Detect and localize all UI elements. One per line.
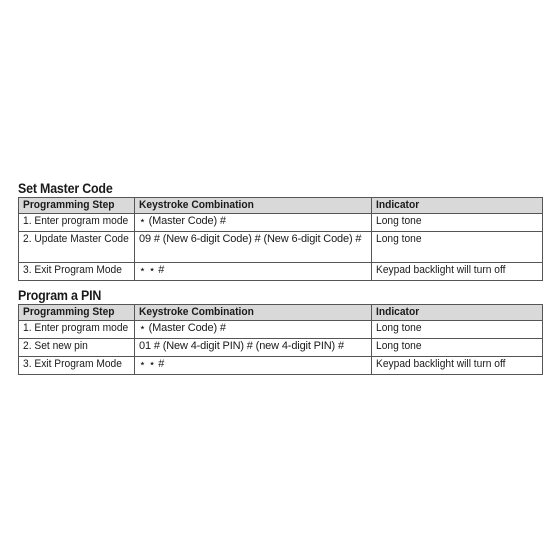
indicator-cell: Long tone: [372, 232, 543, 263]
step-cell: 2. Update Master Code: [19, 232, 135, 263]
keystroke-cell: 09 # (New 6-digit Code) # (New 6-digit Code) #: [135, 232, 372, 263]
set-master-code-section: [18, 181, 542, 281]
table-header-row: [19, 305, 543, 321]
indicator-cell: Keypad backlight will turn off: [372, 357, 543, 375]
program-a-pin-table: [18, 304, 543, 375]
table-row: [19, 263, 543, 281]
section-title: Set Master Code: [18, 181, 113, 196]
indicator-cell: Long tone: [372, 321, 543, 339]
keystroke-cell: ⋆ (Master Code) #: [135, 321, 372, 339]
header-keystroke-combination: Keystroke Combination: [135, 198, 372, 214]
keystroke-cell: 01 # (New 4-digit PIN) # (new 4-digit PIN) #: [135, 339, 372, 357]
step-cell: 1. Enter program mode: [19, 214, 135, 232]
table-row: [19, 357, 543, 375]
set-master-code-table: [18, 197, 543, 281]
header-indicator: Indicator: [372, 305, 543, 321]
indicator-cell: Long tone: [372, 214, 543, 232]
header-indicator: Indicator: [372, 198, 543, 214]
header-keystroke-combination: Keystroke Combination: [135, 305, 372, 321]
table-row: [19, 339, 543, 357]
section-title: Program a PIN: [18, 288, 102, 303]
table-row: [19, 232, 543, 263]
keystroke-cell: ⋆ ⋆ #: [135, 263, 372, 281]
step-cell: 2. Set new pin: [19, 339, 135, 357]
step-cell: 1. Enter program mode: [19, 321, 135, 339]
keystroke-cell: ⋆ (Master Code) #: [135, 214, 372, 232]
keystroke-cell: ⋆ ⋆ #: [135, 357, 372, 375]
step-cell: 3. Exit Program Mode: [19, 357, 135, 375]
step-cell: 3. Exit Program Mode: [19, 263, 135, 281]
table-row: [19, 214, 543, 232]
header-programming-step: Programming Step: [19, 305, 135, 321]
header-programming-step: Programming Step: [19, 198, 135, 214]
indicator-cell: Keypad backlight will turn off: [372, 263, 543, 281]
program-a-pin-section: [18, 288, 542, 375]
indicator-cell: Long tone: [372, 339, 543, 357]
table-row: [19, 321, 543, 339]
table-header-row: [19, 198, 543, 214]
